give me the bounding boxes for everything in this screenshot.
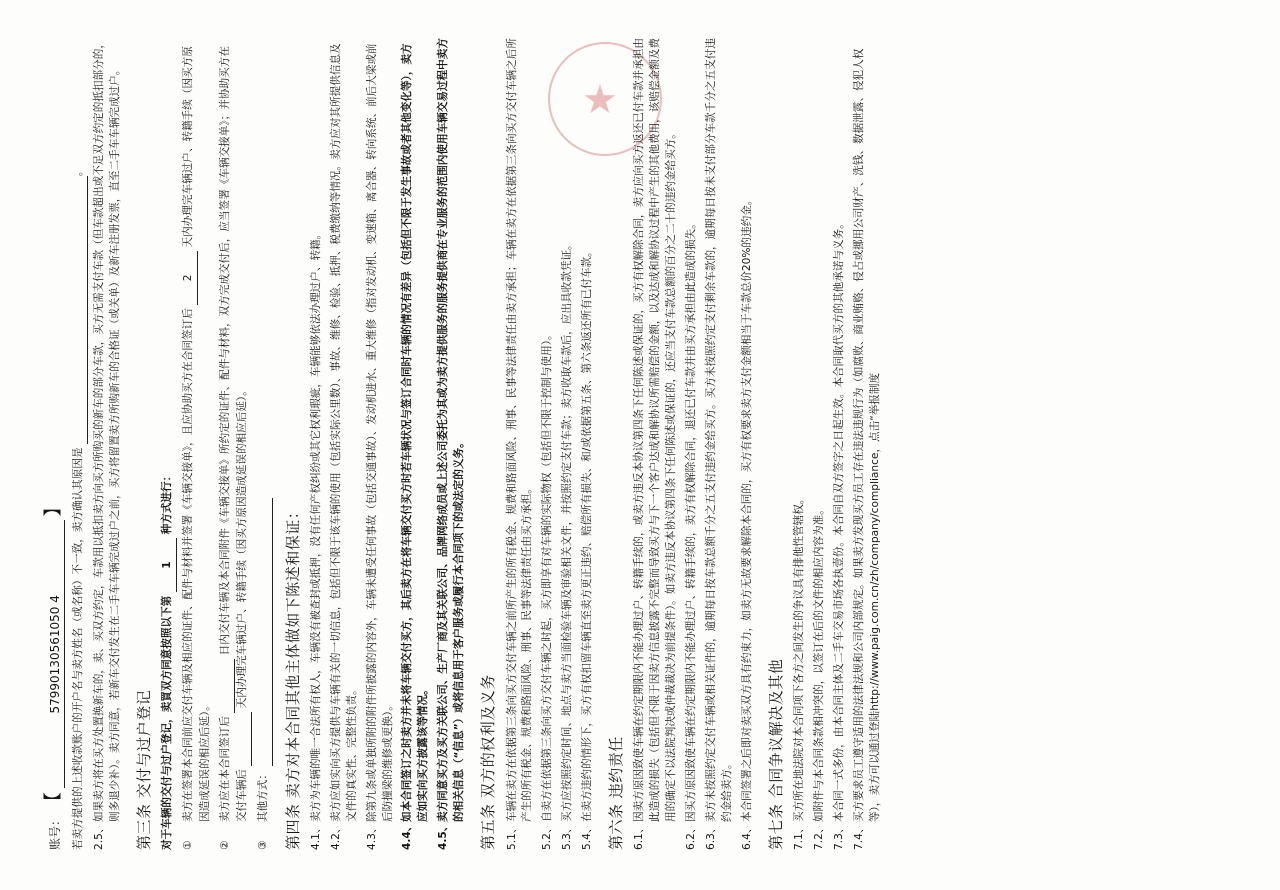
article-6-clause <box>704 36 736 850</box>
clause-number: 5.2、 <box>541 822 554 850</box>
article-7-clause <box>832 36 848 850</box>
clause-number: 4.3、 <box>365 822 378 850</box>
article-5-clause <box>540 36 556 850</box>
clause-text: 本合同签署之后即对卖买双方具有约束力，如卖方无故要求解除本合同的，买方有权要求卖方支付金额相当于车款总价20%的违约金。 <box>740 194 753 822</box>
clause-text: 如附件与本合同条款相冲突的，以签订在后的文件的相应内容为准。 <box>813 504 826 822</box>
clause-number: 4.1、 <box>310 822 323 850</box>
clause-number: 5.1、 <box>505 822 518 850</box>
clause-number: 5.3、 <box>561 822 574 850</box>
transfer-days-blank <box>235 712 252 766</box>
clause-text: 卖方为车辆的唯一合法所有权人，车辆没有被查封或抵押，没有任何产权纠纷或其它权利瑕疵，车辆能够依法办理过户、转籍。 <box>310 228 323 822</box>
delivery-option-1: ① 卖方在签署本合同前应交付车辆及相应的证件、配件与材料并签署《车辆交接单》，且应协助买方在合同签订后 2 天内办理完车辆过户、转籍手续（因买方原因造成延误的相应后延）。 <box>182 46 211 850</box>
article-3-intro: 对于车辆的交付与过户登记，卖買双方同意按照以下第 1 种方式进行： <box>160 36 177 850</box>
delivery-days-blank <box>218 659 235 713</box>
article-5-clause <box>580 36 596 850</box>
clause-number: 7.4、 <box>852 822 865 850</box>
article-4-title: 第四条 卖方对本合同其他主体做如下陈述和保证： <box>283 503 302 850</box>
clause-text: 买方应按照约定时间、地点与卖方当面检验车辆及审验相关文件，并按照约定支付车款；卖方收取车款后，应出具收款凭证。 <box>561 239 574 822</box>
article-6-clause <box>684 36 700 850</box>
article-5-title: 第五条 双方的权利及义务 <box>479 674 498 850</box>
article-5-clause <box>505 36 537 850</box>
article-6-title: 第六条 违约责任 <box>606 736 625 850</box>
clause-number: 4.4、 <box>401 820 414 850</box>
clause-text: 除第九条或单独所附的附件所披露的内容外，车辆未遭受任何事故（包括交通事故）、发动机进水、重大维修（指对发动机、变速箱、离合器、转向系统、前后大梁或前后防撞梁的维修或更换）。 <box>365 43 394 822</box>
clause-number: 6.2、 <box>685 822 698 850</box>
account-line <box>40 36 67 850</box>
clause-number: 6.1、 <box>633 822 646 850</box>
article-6-list <box>632 36 755 850</box>
bracket-open: 【 <box>43 792 64 811</box>
article-7-clause <box>852 36 884 850</box>
payee-name-note: 若卖方提供的上述收款账户的开户名与卖方姓名（或名称）不一致，卖方确认其原因是 。 <box>71 36 88 850</box>
account-number: 57990130561050 4 <box>46 520 65 788</box>
article-4-clause <box>365 36 397 850</box>
clause-number: 4.2、 <box>329 822 342 850</box>
article-7-clause <box>812 36 828 850</box>
article-6-clause <box>740 36 756 850</box>
payee-reason-blank <box>71 176 88 444</box>
clause-number: 6.3、 <box>705 822 718 850</box>
delivery-method-choice: 1 <box>160 538 177 592</box>
clause-number: 7.1、 <box>793 822 806 850</box>
article-4-clause <box>436 36 468 850</box>
clause-number: 7.3、 <box>833 822 845 850</box>
clause-text: 卖方未按照约定交付车辆或相关证件的，逾期每日按车款总额千分之五支付违约金给买方。买方未按照约定支付剩余车款的，逾期每日按未支付部分车款千分之五支付违约金给卖方。 <box>705 38 733 822</box>
clause-text: 因买方原因致使车辆在约定期限内不能办理过户、转籍手续的，卖方有权解除合同，退还已付车款并由买方承担由此造成的损失。 <box>685 218 698 822</box>
article-7-clause <box>792 36 808 850</box>
article-7-list <box>792 36 883 850</box>
clause-text: 买方所在地法院对本合同项下各方之间发生的争议具有排他性管辖权。 <box>793 493 806 822</box>
clause-text: 买方要求员工遵守适用的法律法规和公司内部规定。如果卖方发现买方员工存在违法违规行为（如腐败、商业贿赂、侵占或挪用公司财产、洗钱、数据泄露、侵犯人权等），卖方可以通过登陆http://www.paig.com.cn/zh/company/compliance，点击“举报制度 <box>852 48 881 822</box>
bracket-close: 】 <box>43 498 64 517</box>
clause-number: 5.4、 <box>581 822 594 850</box>
article-4-clause <box>400 36 432 850</box>
transfer-days-value: 2 <box>181 251 198 305</box>
account-label: 账号： <box>48 813 62 850</box>
clause-number: 4.5、 <box>437 820 450 850</box>
clause-text: 因卖方原因致使车辆在约定期限内不能办理过户、转籍手续的，或卖方违反本协议第四条下任何陈述或保证的，买方有权解除合同，卖方应向买方返还已付车款并承担由此造成的损失（包括但不限于因卖方信息披露不完整而导致买方与下一个客户达成和解协议所需赔偿的金额，以及达成和解协议过程中产生的其他费用，该赔偿金额及费用的确定不以法院判决或仲裁裁决为前提条件）。如卖方违反本协议第四条下任何陈述或保证的，还应当支付车款总额的百分之二十的违约金给买方。 <box>633 38 678 822</box>
article-5-list <box>505 36 596 850</box>
other-method-blank <box>256 498 273 766</box>
clause-text: 卖方应如实向买方提供与车辆有关的一切信息，包括但不限于该车辆的使用（包括实际公里数）、事故、维修、检验、抵押、税费缴纳等情况。卖方应对其所提供信息及文件的真实性、完整性负责。 <box>329 43 358 822</box>
article-7-title: 第七条 合同争议解决及其他 <box>766 658 785 850</box>
clause-number: 6.4、 <box>740 822 753 850</box>
clause-text: 自卖方在依据第三条向买方交付车辆之时起，买方即享有对车辆的实际物权（包括但不限于控制与使用）。 <box>541 329 554 822</box>
clause-text: 在卖方违约的情形下，买方有权扣留车辆直至卖方更正违约、赔偿所有损失、和/或依据第五条、第六条返还所有已付车款。 <box>581 246 594 822</box>
article-4-clause <box>309 36 325 850</box>
clause-text: 如本合同签订之时卖方并未将车辆交付买方，其后卖方在将车辆交付买方时若车辆状况与签订合同时车辆的情况有差异（包括但不限于发生事故或者其他变化等），卖方应如实向买方披露该等情况。 <box>401 43 430 822</box>
article-4-list <box>309 36 468 850</box>
seal-star-icon: ★ <box>582 77 618 123</box>
article-4-clause <box>329 36 361 850</box>
clause-2-5: 2.5、 如果卖方将在买方处置换新车的，卖、买双方约定，车款用以抵扣卖方向买方所购买的新车的部分车款，买方无需支付车款（但车款超出或不足双方约定的抵扣部分的，则多退少补）。卖方同意，若新车交付发生在二手车车辆完成过户之前，买方将留置卖方所购新车的合格证（或关单）及新车注册发票，直至二手车车辆完成过户。 <box>92 38 121 850</box>
clause-text: 卖方同意买方及买方关联公司、生产厂商及其关联公司、品牌网络成员或上述公司委托为其或为卖方提供服务的服务提供商在专业服务的范围内使用车辆交易过程中卖方的相关信息（“信息”）或将信息用于客户服务或履行本合同项下的或法定的义务。 <box>437 38 466 822</box>
clause-number: 7.2、 <box>813 822 826 850</box>
delivery-option-3: ③ 其他方式： <box>256 36 273 850</box>
article-6-clause <box>632 36 680 850</box>
delivery-option-2: ② 卖方应在本合同签订后 日内交付车辆及本合同附件《车辆交接单》所约定的证件、配件与材料，双方完成交付后，应当签署《车辆交接单》；并协助买方在交付车辆后 天内办理完车辆过户、转籍手续（因买方原因造成延误的相应后延）。 <box>218 36 252 850</box>
article-5-clause <box>560 36 576 850</box>
article-3-title: 第三条 交付与过户登记 <box>134 689 153 850</box>
clause-text: 车辆在卖方在依据第三条向买方交付车辆之前所产生的所有税金、规费和路面风险、刑事、民事等法律责任由卖方承担；车辆在卖方在依据第三条向买方交付车辆之后所产生的所有税金、规费和路面风险、刑事、民事等法律责任由买方承担。 <box>505 38 534 822</box>
clause-text: 本合同一式多份，由本合同主体及二手车交易市场各执壹份。本合同自双方签字之日起生效。本合同取代买方的其他承诺与义务。 <box>833 218 845 822</box>
